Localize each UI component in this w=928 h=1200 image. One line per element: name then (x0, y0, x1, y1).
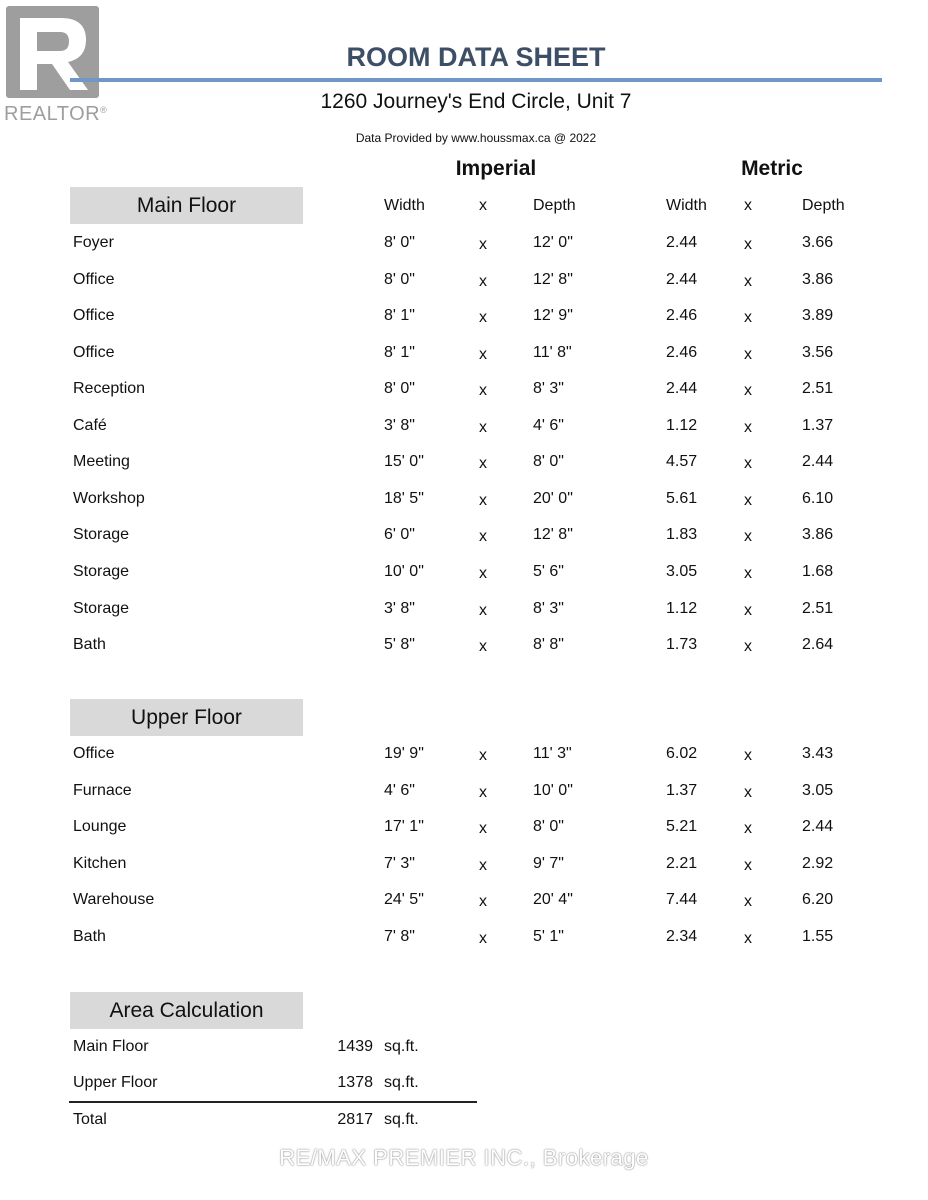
imperial-width: 17' 1" (384, 818, 424, 836)
metric-by: x (744, 418, 752, 436)
imperial-by: x (479, 272, 487, 290)
imperial-width: 5' 8" (384, 636, 415, 654)
metric-width: 2.44 (666, 270, 698, 288)
imperial-depth: 12' 8" (533, 270, 573, 288)
metric-depth: 2.51 (802, 599, 834, 617)
imperial-by: x (479, 491, 487, 509)
room-name: Storage (73, 599, 130, 617)
area-row-label: Main Floor (73, 1038, 149, 1055)
imperial-width: 7' 3" (384, 854, 415, 872)
imperial-width-header: Width (384, 197, 425, 214)
imperial-width: 19' 9" (384, 745, 424, 762)
imperial-width: 3' 8" (384, 416, 415, 434)
room-name: Office (73, 307, 115, 325)
metric-by: x (744, 491, 752, 509)
imperial-by: x (479, 528, 487, 546)
metric-depth: 2.44 (802, 818, 834, 836)
area-row-unit: sq.ft. (384, 1111, 419, 1128)
metric-depth: 2.44 (802, 453, 834, 471)
metric-by: x (744, 564, 752, 582)
imperial-by: x (479, 930, 487, 947)
area-row-value: 1439 (337, 1038, 373, 1055)
metric-width: 4.57 (666, 453, 698, 471)
room-name: Office (73, 343, 115, 361)
area-row-value: 1378 (337, 1074, 373, 1091)
imperial-width: 7' 8" (384, 928, 415, 945)
metric-by: x (744, 236, 752, 253)
room-name: Café (73, 416, 107, 434)
metric-width: 6.02 (666, 745, 698, 762)
imperial-width: 8' 0" (384, 380, 415, 398)
imperial-depth: 20' 4" (533, 891, 573, 909)
imperial-by: x (479, 236, 487, 253)
metric-depth: 1.37 (802, 416, 834, 434)
imperial-by: x (479, 893, 487, 911)
metric-width: 2.44 (666, 380, 698, 398)
metric-depth: 3.66 (802, 234, 834, 251)
imperial-by: x (479, 309, 487, 327)
imperial-by: x (479, 601, 487, 619)
data-provider-note: Data Provided by www.houssmax.ca @ 2022 (355, 131, 597, 145)
metric-by: x (744, 601, 752, 619)
imperial-depth: 10' 0" (533, 781, 573, 799)
metric-x-header: x (744, 197, 752, 214)
metric-by: x (744, 820, 752, 838)
imperial-depth: 20' 0" (533, 489, 573, 507)
metric-by: x (744, 638, 752, 656)
imperial-depth: 12' 9" (533, 307, 573, 325)
room-name: Foyer (73, 234, 114, 251)
room-name: Warehouse (73, 891, 155, 909)
imperial-by: x (479, 856, 487, 874)
room-name: Meeting (73, 453, 130, 471)
room-name: Office (73, 270, 115, 288)
metric-width: 7.44 (666, 891, 698, 909)
room-name: Reception (73, 380, 146, 398)
metric-width: 5.21 (666, 818, 698, 836)
realtor-logo-text: REALTOR® (4, 103, 108, 125)
imperial-depth: 8' 0" (533, 818, 564, 836)
metric-by: x (744, 272, 752, 290)
metric-depth: 6.10 (802, 489, 834, 507)
page-title: ROOM DATA SHEET (346, 42, 606, 72)
imperial-depth: 5' 1" (533, 928, 564, 945)
imperial-depth: 8' 3" (533, 380, 564, 398)
metric-by: x (744, 893, 752, 911)
brokerage-watermark: RE/MAX PREMIER INC., Brokerage (279, 1145, 649, 1170)
room-name: Workshop (73, 489, 145, 507)
imperial-width: 8' 0" (384, 270, 415, 288)
metric-depth-header: Depth (802, 197, 845, 214)
imperial-depth: 12' 0" (533, 234, 573, 251)
metric-width: 3.05 (666, 562, 698, 580)
metric-depth: 3.89 (802, 307, 834, 325)
room-name: Lounge (73, 818, 127, 836)
room-name: Bath (73, 636, 106, 654)
imperial-width: 8' 1" (384, 343, 415, 361)
metric-width: 2.21 (666, 854, 698, 872)
metric-width: 2.34 (666, 928, 698, 945)
imperial-depth: 11' 8" (533, 343, 572, 361)
imperial-by: x (479, 747, 487, 764)
metric-width: 1.83 (666, 526, 698, 544)
metric-width: 1.12 (666, 416, 698, 434)
metric-width: 1.73 (666, 636, 698, 654)
imperial-width: 10' 0" (384, 562, 424, 580)
metric-by: x (744, 382, 752, 400)
total-divider (69, 1101, 477, 1103)
metric-depth: 3.05 (802, 781, 834, 799)
metric-by: x (744, 856, 752, 874)
metric-width: 2.44 (666, 234, 698, 251)
metric-depth: 2.92 (802, 854, 834, 872)
imperial-by: x (479, 382, 487, 400)
imperial-depth: 11' 3" (533, 745, 572, 762)
metric-depth: 2.51 (802, 380, 834, 398)
imperial-by: x (479, 418, 487, 436)
metric-by: x (744, 528, 752, 546)
metric-by: x (744, 455, 752, 473)
imperial-width: 15' 0" (384, 453, 424, 471)
room-name: Bath (73, 928, 106, 945)
imperial-depth: 12' 8" (533, 526, 573, 544)
imperial-width: 24' 5" (384, 891, 424, 909)
metric-by: x (744, 783, 752, 801)
metric-width: 1.12 (666, 599, 698, 617)
metric-depth: 3.86 (802, 526, 834, 544)
area-row-value: 2817 (337, 1111, 373, 1128)
room-name: Storage (73, 526, 130, 544)
imperial-depth: 9' 7" (533, 854, 564, 872)
metric-width: 2.46 (666, 343, 698, 361)
imperial-by: x (479, 783, 487, 801)
metric-depth: 3.56 (802, 343, 834, 361)
imperial-width: 18' 5" (384, 489, 424, 507)
imperial-by: x (479, 455, 487, 473)
imperial-by: x (479, 345, 487, 363)
metric-width: 1.37 (666, 781, 698, 799)
imperial-width: 6' 0" (384, 526, 415, 544)
metric-width-header: Width (666, 197, 707, 214)
metric-by: x (744, 345, 752, 363)
room-name: Storage (73, 562, 130, 580)
area-row-unit: sq.ft. (384, 1038, 419, 1055)
imperial-by: x (479, 638, 487, 656)
room-name: Furnace (73, 781, 132, 799)
metric-depth: 3.86 (802, 270, 834, 288)
metric-by: x (744, 930, 752, 947)
area-row-label: Total (73, 1111, 107, 1128)
imperial-width: 8' 0" (384, 234, 415, 251)
room-name: Kitchen (73, 854, 127, 872)
main-floor-heading: Main Floor (70, 187, 303, 224)
title-divider (70, 78, 882, 82)
imperial-heading: Imperial (455, 157, 537, 180)
imperial-depth: 8' 3" (533, 599, 564, 617)
area-calculation-heading: Area Calculation (70, 992, 303, 1029)
room-name: Office (73, 745, 115, 762)
imperial-depth: 8' 0" (533, 453, 564, 471)
imperial-by: x (479, 564, 487, 582)
area-row-unit: sq.ft. (384, 1074, 419, 1091)
metric-width: 2.46 (666, 307, 698, 325)
metric-depth: 1.55 (802, 928, 834, 945)
metric-width: 5.61 (666, 489, 698, 507)
area-row-label: Upper Floor (73, 1074, 158, 1091)
metric-heading: Metric (741, 157, 803, 180)
imperial-width: 3' 8" (384, 599, 415, 617)
upper-floor-heading: Upper Floor (70, 699, 303, 736)
property-address: 1260 Journey's End Circle, Unit 7 (320, 90, 632, 113)
metric-by: x (744, 309, 752, 327)
metric-by: x (744, 747, 752, 764)
metric-depth: 6.20 (802, 891, 834, 909)
imperial-width: 4' 6" (384, 781, 415, 799)
imperial-by: x (479, 820, 487, 838)
imperial-depth: 4' 6" (533, 416, 564, 434)
metric-depth: 2.64 (802, 636, 834, 654)
imperial-depth: 8' 8" (533, 636, 564, 654)
metric-depth: 3.43 (802, 745, 834, 762)
imperial-x-header: x (479, 197, 487, 214)
imperial-width: 8' 1" (384, 307, 415, 325)
metric-depth: 1.68 (802, 562, 834, 580)
imperial-depth-header: Depth (533, 197, 576, 214)
imperial-depth: 5' 6" (533, 562, 564, 580)
